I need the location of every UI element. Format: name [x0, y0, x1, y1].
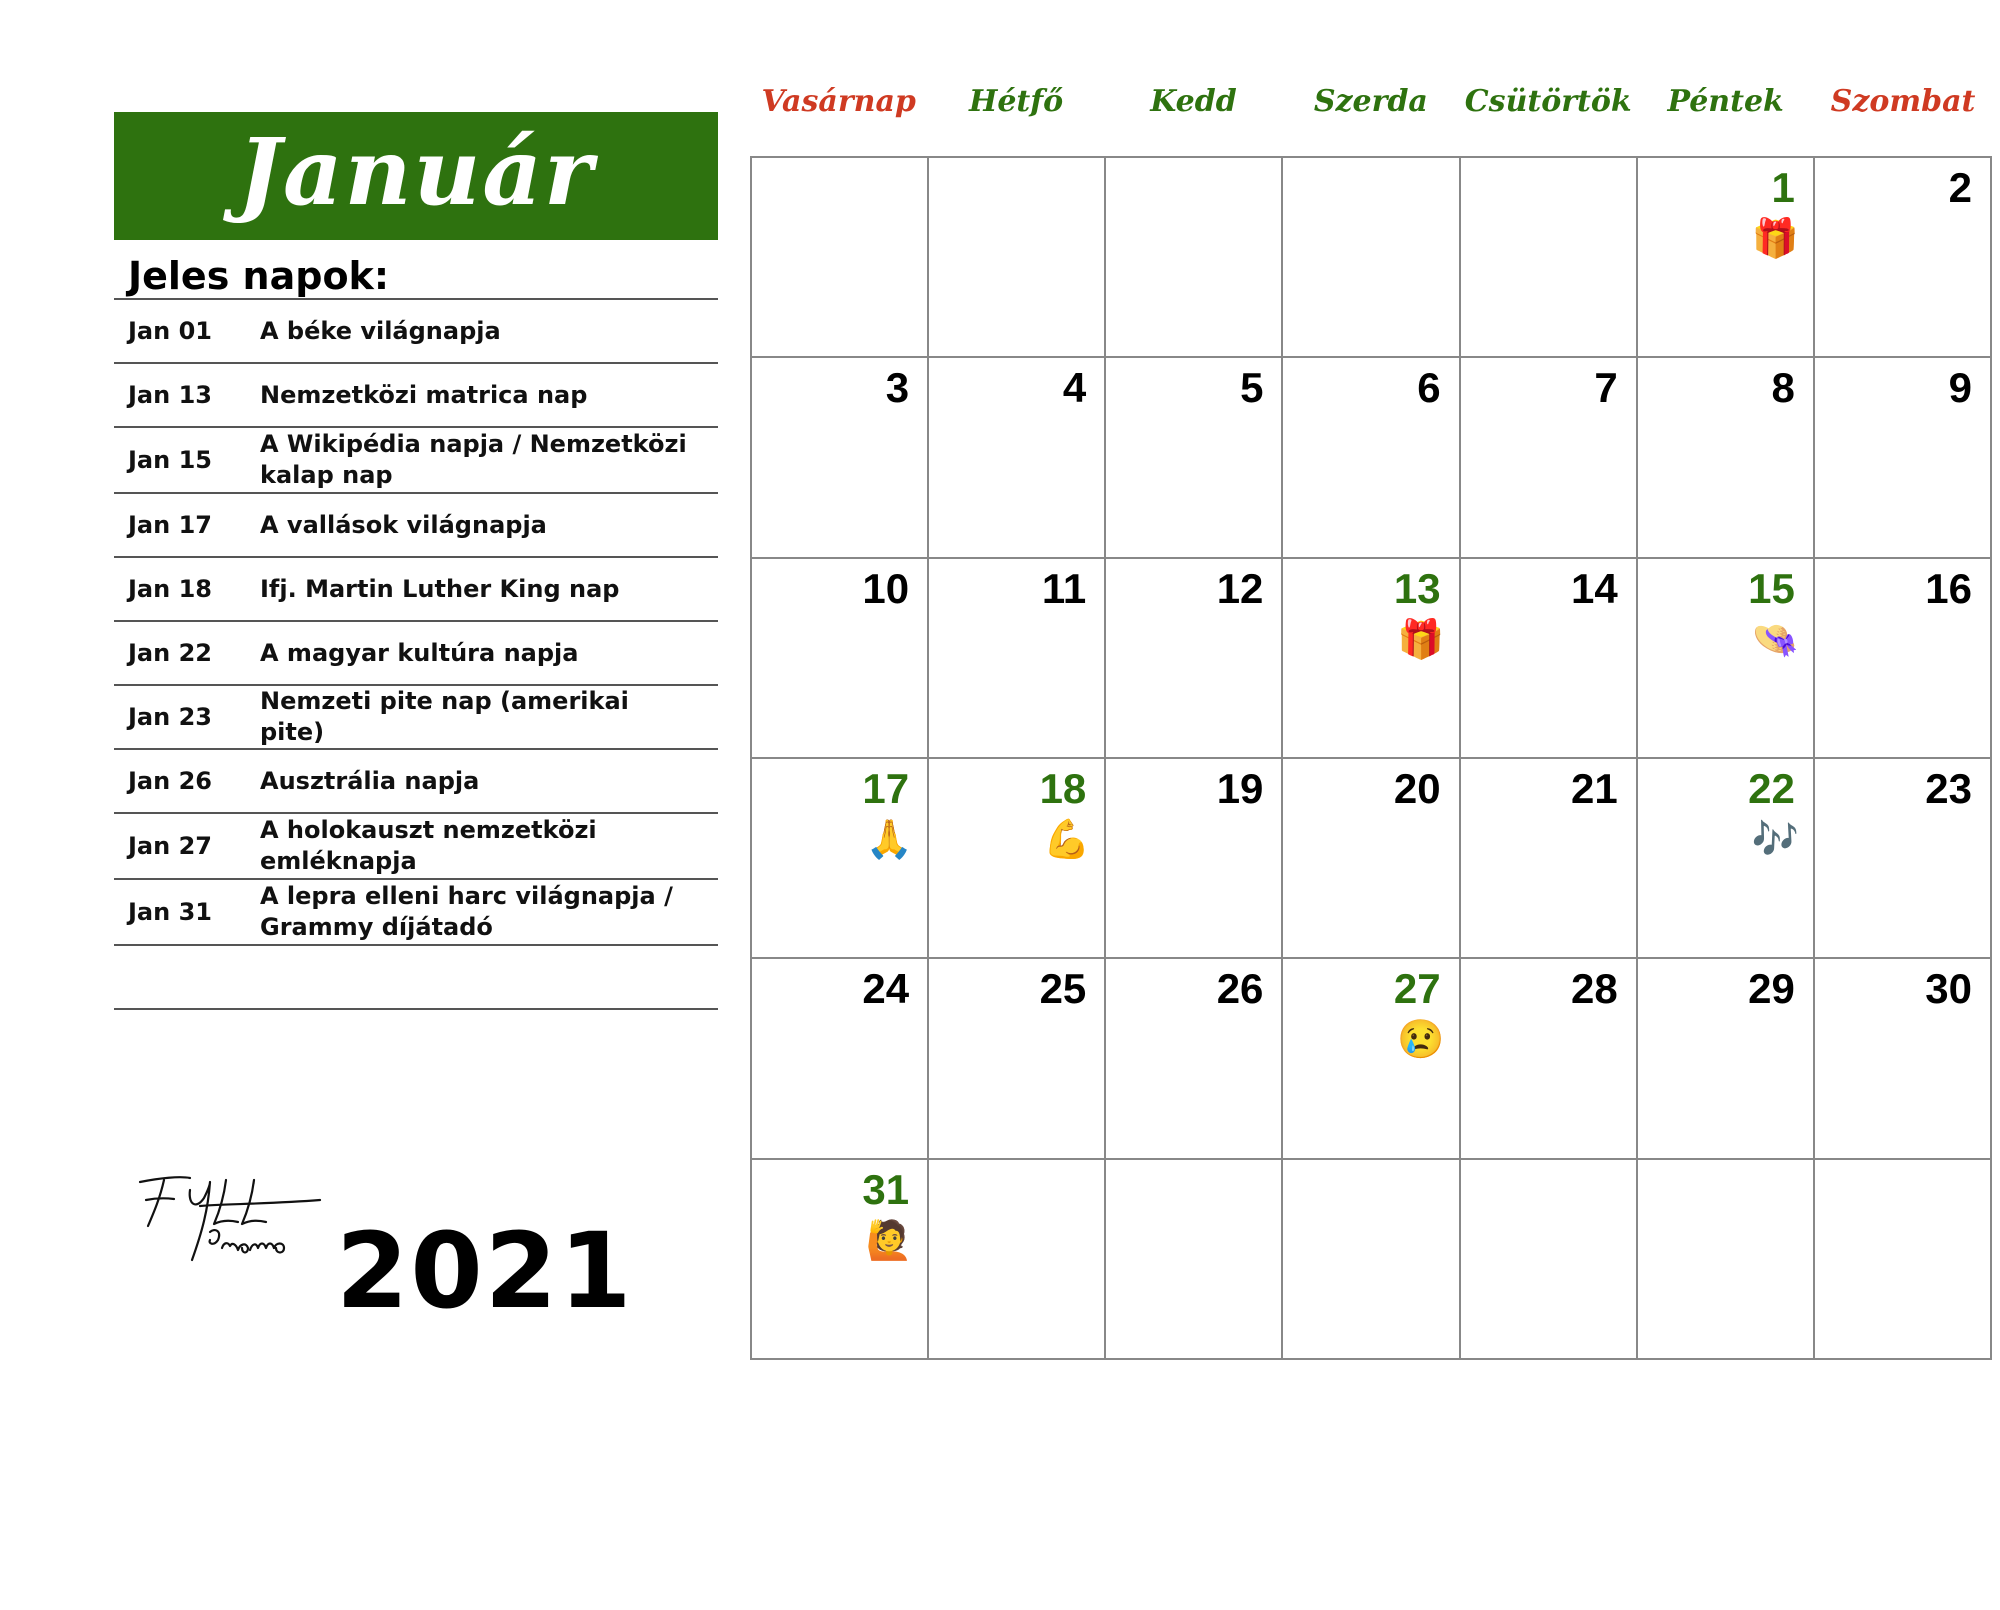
weekday-kedd: Kedd [1150, 84, 1237, 119]
day-number: 27 [1393, 965, 1441, 1013]
event-row [114, 492, 718, 556]
day-number: 10 [862, 564, 910, 612]
day-number: 13 [1393, 564, 1441, 612]
day-cell-21 [1461, 759, 1638, 959]
day-number: 20 [1393, 764, 1441, 812]
day-cell-4 [929, 358, 1106, 558]
empty-cell [1283, 158, 1460, 358]
day-cell-26 [1106, 959, 1283, 1159]
day-cell-2 [1815, 158, 1992, 358]
event-row [114, 298, 718, 362]
day-number: 1 [1771, 164, 1795, 211]
event-row [114, 878, 718, 944]
day-cell-5 [1106, 358, 1283, 558]
empty-cell [1638, 1160, 1815, 1360]
month-banner [114, 112, 718, 240]
empty-cell [752, 158, 929, 358]
event-row-empty [114, 944, 718, 1010]
weekday-header [750, 84, 1992, 134]
day-cell-7 [1461, 358, 1638, 558]
weekday-hétfő: Hétfő [968, 84, 1064, 119]
event-name: A holokauszt nemzetközi emléknapja [260, 816, 597, 875]
empty-cell [1461, 1160, 1638, 1360]
empty-cell [1106, 1160, 1283, 1360]
day-number: 2 [1948, 164, 1972, 211]
holiday-icon: 🎁 [1751, 218, 1799, 260]
event-row [114, 684, 718, 748]
event-row [114, 362, 718, 426]
event-row [114, 556, 718, 620]
calendar-grid [750, 156, 1992, 1360]
month-title: Január [237, 118, 595, 226]
day-number: 21 [1570, 764, 1618, 812]
day-number: 8 [1771, 364, 1795, 412]
day-cell-25 [929, 959, 1106, 1159]
day-cell-17 [752, 759, 929, 959]
day-number: 31 [862, 1165, 910, 1213]
weekday-szerda: Szerda [1313, 84, 1428, 119]
event-row [114, 426, 718, 492]
event-row [114, 748, 718, 812]
day-cell-24 [752, 959, 929, 1159]
day-cell-18 [929, 759, 1106, 959]
event-date: Jan 22 [128, 639, 212, 667]
day-number: 29 [1748, 965, 1795, 1013]
day-number: 25 [1039, 965, 1087, 1013]
day-number: 26 [1216, 965, 1264, 1013]
day-number: 12 [1216, 564, 1264, 612]
day-cell-27 [1283, 959, 1460, 1159]
day-cell-29 [1638, 959, 1815, 1159]
day-cell-3 [752, 358, 929, 558]
day-cell-30 [1815, 959, 1992, 1159]
day-cell-1 [1638, 158, 1815, 358]
empty-cell [1815, 1160, 1992, 1360]
weekday-vasárnap: Vasárnap [761, 84, 916, 119]
holiday-icon: 🙋 [865, 1219, 914, 1262]
empty-cell [1106, 158, 1283, 358]
event-name: A vallások világnapja [260, 510, 547, 539]
day-number: 3 [885, 364, 910, 412]
event-row [114, 620, 718, 684]
holiday-icon: 🎶 [1751, 818, 1799, 861]
day-number: 11 [1041, 564, 1087, 612]
day-cell-11 [929, 559, 1106, 759]
day-cell-15 [1638, 559, 1815, 759]
day-number: 16 [1925, 564, 1972, 612]
day-number: 5 [1240, 364, 1264, 412]
empty-cell [929, 158, 1106, 358]
event-date: Jan 31 [128, 898, 212, 926]
day-number: 28 [1570, 965, 1618, 1013]
event-name: A magyar kultúra napja [260, 638, 579, 667]
event-name: Ausztrália napja [260, 766, 480, 795]
day-cell-16 [1815, 559, 1992, 759]
weekday-péntek: Péntek [1667, 84, 1784, 119]
event-date: Jan 15 [128, 446, 212, 474]
day-number: 14 [1570, 564, 1618, 612]
day-cell-14 [1461, 559, 1638, 759]
day-number: 9 [1948, 364, 1972, 412]
notable-days-heading: Jeles napok: [128, 254, 390, 298]
event-date: Jan 26 [128, 767, 212, 795]
event-date: Jan 23 [128, 703, 212, 731]
day-cell-9 [1815, 358, 1992, 558]
holiday-icon: 👒 [1751, 618, 1799, 661]
day-number: 23 [1925, 764, 1972, 812]
year-label: 2021 [336, 1210, 634, 1332]
weekday-csütörtök: Csütörtök [1464, 84, 1632, 119]
day-cell-22 [1638, 759, 1815, 959]
day-cell-10 [752, 559, 929, 759]
day-cell-12 [1106, 559, 1283, 759]
full-promo-logo [130, 1170, 330, 1310]
day-cell-20 [1283, 759, 1460, 959]
day-number: 30 [1925, 965, 1972, 1013]
day-number: 18 [1039, 764, 1087, 812]
day-cell-31 [752, 1160, 929, 1360]
day-number: 4 [1062, 364, 1087, 412]
event-date: Jan 13 [128, 381, 212, 409]
day-cell-13 [1283, 559, 1460, 759]
day-number: 17 [862, 764, 910, 812]
event-date: Jan 18 [128, 575, 212, 603]
event-name: Ifj. Martin Luther King nap [260, 574, 620, 603]
event-name: A lepra elleni harc világnapja / Grammy díjátadó [260, 882, 673, 941]
holiday-icon: 🎁 [1397, 618, 1445, 661]
holiday-icon: 🙏 [865, 818, 914, 861]
event-date: Jan 17 [128, 511, 212, 539]
day-cell-8 [1638, 358, 1815, 558]
event-name: A Wikipédia napja / Nemzetközi kalap nap [260, 430, 687, 489]
weekday-szombat: Szombat [1830, 84, 1976, 119]
empty-cell [1283, 1160, 1460, 1360]
day-cell-6 [1283, 358, 1460, 558]
notable-days-list [114, 298, 718, 1010]
day-number: 15 [1748, 564, 1795, 612]
day-number: 22 [1748, 764, 1795, 812]
day-number: 6 [1417, 364, 1441, 412]
day-cell-23 [1815, 759, 1992, 959]
event-name: A béke világnapja [260, 316, 501, 345]
event-date: Jan 01 [128, 317, 212, 345]
empty-cell [929, 1160, 1106, 1360]
event-name: Nemzetközi matrica nap [260, 380, 588, 409]
event-row [114, 812, 718, 878]
day-number: 7 [1594, 364, 1618, 412]
event-name: Nemzeti pite nap (amerikai pite) [260, 687, 629, 746]
day-number: 19 [1216, 764, 1264, 812]
holiday-icon: 😢 [1397, 1019, 1445, 1062]
day-cell-28 [1461, 959, 1638, 1159]
event-date: Jan 27 [128, 832, 212, 860]
holiday-icon: 💪 [1042, 818, 1091, 861]
day-number: 24 [862, 965, 910, 1013]
empty-cell [1461, 158, 1638, 358]
day-cell-19 [1106, 759, 1283, 959]
